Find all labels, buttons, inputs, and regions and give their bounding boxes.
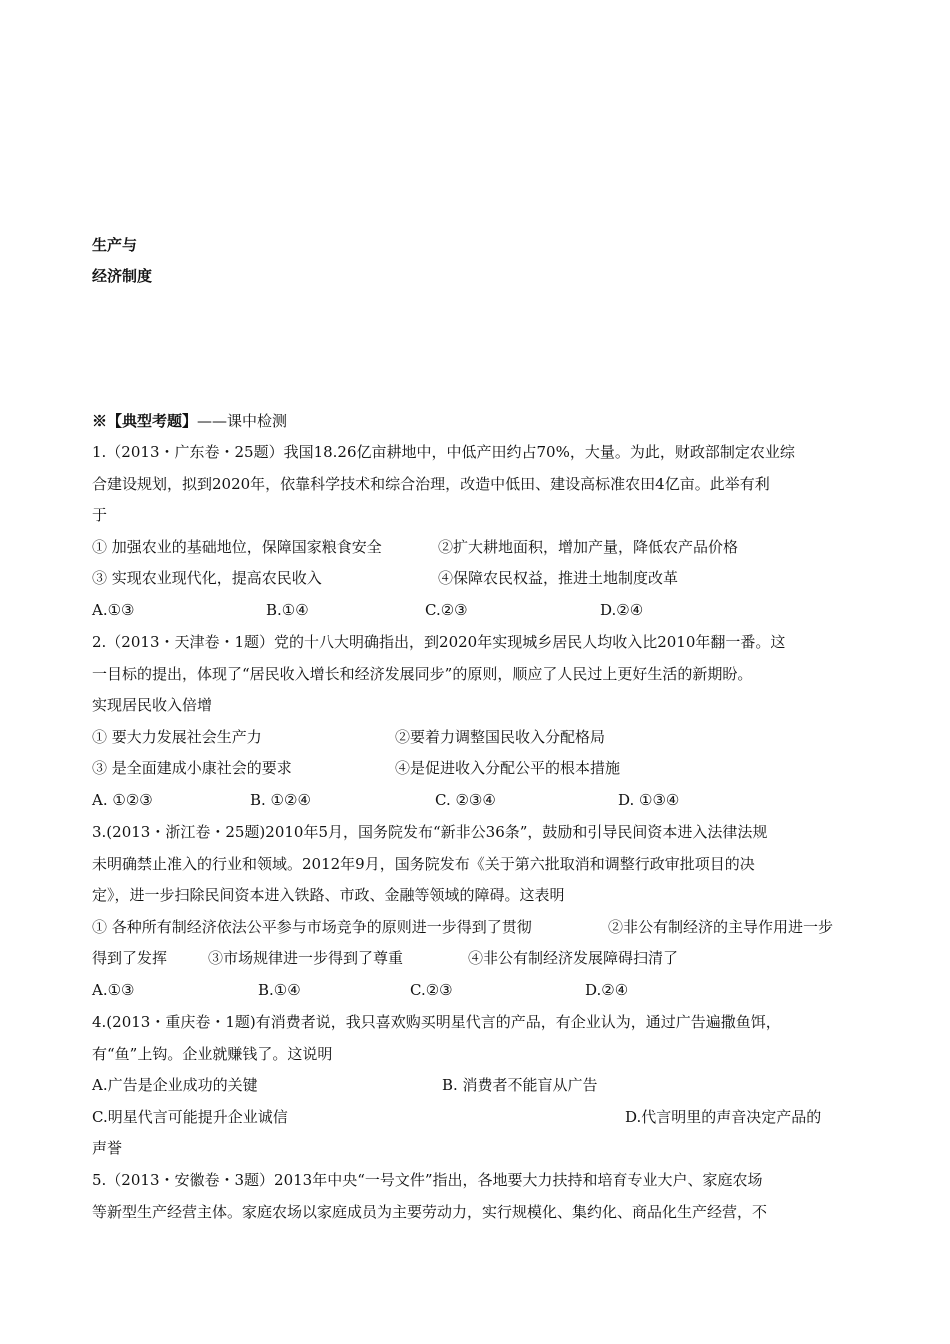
q1-item: ④保障农民权益，推进土地制度改革 (438, 569, 679, 587)
q1-item: ②扩大耕地面积，增加产量，降低农产品价格 (438, 538, 739, 556)
q3-option-b: B.①④ (258, 981, 301, 999)
q2-option-b: B. ①②④ (250, 791, 311, 809)
q3-option-d: D.②④ (585, 981, 629, 999)
title-line-2: 经济制度 (92, 267, 153, 285)
q2-item: ②要着力调整国民收入分配格局 (395, 728, 606, 746)
q4-option-d-cont: 声誉 (92, 1139, 123, 1157)
q3-option-a: A.①③ (92, 981, 135, 999)
q2-option-c: C. ②③④ (435, 791, 496, 809)
q3-stem-line: 定》，进一步扫除民间资本进入铁路、市政、金融等领域的障碍。这表明 (92, 886, 565, 904)
q2-option-a: A. ①②③ (92, 791, 153, 809)
q2-stem-line: 一目标的提出，体现了“居民收入增长和经济发展同步”的原则，顺应了人民过上更好生活的新期盼。 (92, 665, 753, 683)
q3-stem-line: 3.(2013・浙江卷・25题)2010年5月，国务院发布“新非公36条”，鼓励和引导民间资本进入法律法规 (92, 823, 768, 841)
q2-stem-line: 实现居民收入倍增 (92, 696, 213, 714)
q3-item: ②非公有制经济的主导作用进一步 (608, 918, 834, 936)
q2-item: ③ 是全面建成小康社会的要求 (92, 759, 292, 777)
section-heading (92, 411, 287, 431)
q3-item: ④非公有制经济发展障碍扫清了 (468, 949, 679, 967)
q1-item: ③ 实现农业现代化，提高农民收入 (92, 569, 322, 587)
section-rest: ——课中检测 (197, 412, 288, 430)
q1-option-b: B.①④ (266, 601, 309, 619)
q1-option-d: D.②④ (600, 601, 644, 619)
q3-item: 得到了发挥 (92, 949, 168, 967)
q4-option-d: D.代言明里的声音决定产品的 (625, 1108, 822, 1126)
q2-item: ① 要大力发展社会生产力 (92, 728, 262, 746)
q1-item: ① 加强农业的基础地位，保障国家粮食安全 (92, 538, 382, 556)
q3-option-c: C.②③ (410, 981, 453, 999)
q5-stem-line: 等新型生产经营主体。家庭农场以家庭成员为主要劳动力，实行规模化、集约化、商品化生产经营，不 (92, 1203, 768, 1221)
q2-item: ④是促进收入分配公平的根本措施 (395, 759, 621, 777)
q4-option-a: A.广告是企业成功的关键 (92, 1076, 258, 1094)
section-mark: ※【典型考题】 (92, 412, 198, 430)
q2-stem-line: 2.（2013・天津卷・1题）党的十八大明确指出，到2020年实现城乡居民人均收入比2010年翻一番。这 (92, 633, 786, 651)
q1-option-c: C.②③ (425, 601, 468, 619)
q5-stem-line: 5.（2013・安徽卷・3题）2013年中央“一号文件”指出，各地要大力扶持和培育专业大户、家庭农场 (92, 1171, 763, 1189)
q1-option-a: A.①③ (92, 601, 135, 619)
q3-item: ① 各种所有制经济依法公平参与市场竞争的原则进一步得到了贯彻 (92, 918, 532, 936)
q3-item: ③市场规律进一步得到了尊重 (208, 949, 404, 967)
q3-stem-line: 未明确禁止准入的行业和领域。2012年9月，国务院发布《关于第六批取消和调整行政审批项目的决 (92, 855, 755, 873)
q4-option-c: C.明星代言可能提升企业诚信 (92, 1108, 288, 1126)
q4-stem-line: 有“鱼”上钩。企业就赚钱了。这说明 (92, 1045, 333, 1063)
q4-stem-line: 4.(2013・重庆卷・1题)有消费者说，我只喜欢购买明星代言的产品，有企业认为，通过广告遍撒鱼饵， (92, 1013, 781, 1031)
q2-option-d: D. ①③④ (618, 791, 680, 809)
q1-stem-line: 合建设规划，拟到2020年，依靠科学技术和综合治理，改造中低田、建设高标准农田4亿亩。此举有利 (92, 475, 770, 493)
title-line-1: 生产与 (92, 236, 138, 254)
q1-stem-line: 于 (92, 506, 108, 524)
q4-option-b: B. 消费者不能盲从广告 (442, 1076, 598, 1094)
q1-stem-line: 1.（2013・广东卷・25题）我国18.26亿亩耕地中，中低产田约占70%，大量。为此，财政部制定农业综 (92, 443, 795, 461)
